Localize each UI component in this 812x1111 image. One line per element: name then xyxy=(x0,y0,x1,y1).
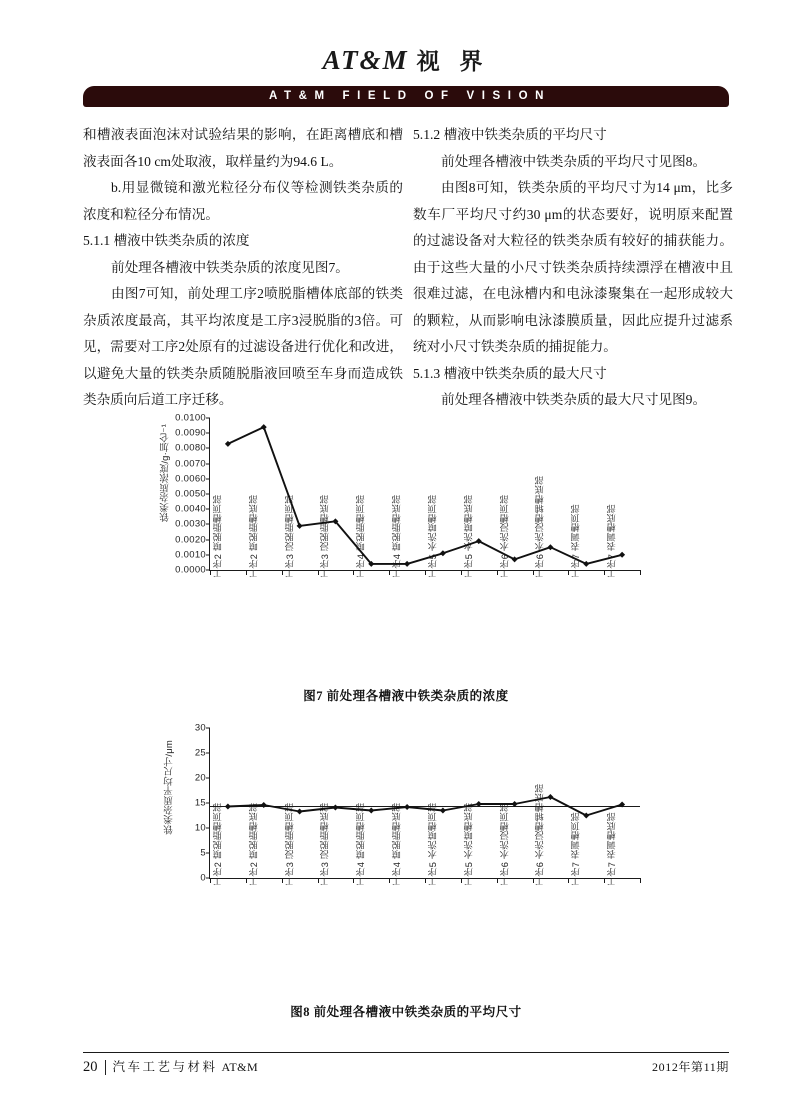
paragraph: 由图7可知，前处理工序2喷脱脂槽体底部的铁类杂质浓度最高，其平均浓度是工序3浸脱脂的3倍。可见，需要对工序2处原有的过滤设备进行优化和改进，以避免大量的铁类杂质随脱脂液回喷至车身而造成铁类杂质向后道工序迁移。 xyxy=(83,286,403,407)
right-text-column xyxy=(413,122,733,414)
y-axis-tick-label: 0.0090 xyxy=(175,427,206,439)
data-point-marker xyxy=(440,808,446,814)
x-axis-tick-label: 工序6 水洗浸槽顶部 xyxy=(499,494,510,578)
x-axis-tick-label: 工序4 喷脱脂槽底部 xyxy=(392,802,403,886)
chart-figure-8 xyxy=(83,718,729,986)
data-point-marker xyxy=(440,550,446,556)
x-axis-tick-mark xyxy=(497,570,498,575)
x-axis-tick-mark xyxy=(640,570,641,575)
x-axis-tick-mark xyxy=(640,878,641,883)
y-axis-tick-label: 0.0080 xyxy=(175,442,206,454)
data-point-marker xyxy=(404,561,410,567)
x-axis-tick-label: 工序3 浸脱脂槽底部 xyxy=(320,802,331,886)
paragraph: 前处理各槽液中铁类杂质的最大尺寸见图9。 xyxy=(441,392,707,407)
x-axis-tick-mark xyxy=(210,570,211,575)
x-axis-tick-label: 工序6 水洗浸槽辅槽底部 xyxy=(535,783,546,886)
issue-label: 2012年第11期 xyxy=(652,1060,729,1074)
y-axis-tick-label: 5 xyxy=(200,847,206,859)
paragraph: 前处理各槽液中铁类杂质的平均尺寸见图8。 xyxy=(441,153,707,169)
data-point-marker xyxy=(297,809,303,815)
x-axis-tick-label: 工序3 浸脱脂槽顶部 xyxy=(284,802,295,886)
y-axis-tick-label: 0.0100 xyxy=(175,412,206,424)
data-point-marker xyxy=(297,523,303,529)
figure-7-caption: 图7 前处理各槽液中铁类杂质的浓度 xyxy=(303,689,509,703)
masthead-title-latin: AT&M xyxy=(322,45,409,75)
data-series xyxy=(210,728,640,878)
masthead-title xyxy=(0,46,812,76)
section-heading-5-1-3: 5.1.3 槽液中铁类杂质的最大尺寸 xyxy=(413,365,607,381)
x-axis-tick-label: 工序4 喷脱脂槽顶部 xyxy=(356,494,367,578)
x-axis-tick-mark xyxy=(425,878,426,883)
y-axis-tick-label: 0.0030 xyxy=(175,518,206,530)
x-axis-tick-mark xyxy=(568,570,569,575)
x-axis-tick-label: 工序3 浸脱脂槽顶部 xyxy=(284,494,295,578)
figure-7 xyxy=(83,406,729,678)
x-axis-tick-mark xyxy=(282,878,283,883)
y-axis-tick-label: 0.0000 xyxy=(175,564,206,576)
masthead xyxy=(0,46,812,76)
y-axis-tick-label: 0.0020 xyxy=(175,534,206,546)
data-point-marker xyxy=(583,561,589,567)
y-axis-tick-label: 10 xyxy=(194,822,206,834)
y-axis-tick-label: 0.0070 xyxy=(175,458,206,470)
x-axis-tick-mark xyxy=(604,570,605,575)
x-axis-tick-mark xyxy=(389,878,390,883)
x-axis-tick-label: 工序2 喷脱脂槽顶部 xyxy=(213,494,224,578)
x-axis-tick-mark xyxy=(533,570,534,575)
x-axis-tick-mark xyxy=(461,570,462,575)
x-axis-tick-mark xyxy=(389,570,390,575)
y-axis-tick-label: 0.0060 xyxy=(175,473,206,485)
left-text-column xyxy=(83,122,403,414)
y-axis-tick-label: 0.0010 xyxy=(175,549,206,561)
section-heading-5-1-1: 5.1.1 槽液中铁类杂质的浓度 xyxy=(83,233,250,248)
y-axis-title: 铁类杂质平均尺寸/μm xyxy=(164,740,175,835)
y-axis-tick-label: 25 xyxy=(194,747,206,759)
data-point-marker xyxy=(225,804,231,810)
x-axis-tick-label: 工序7 表调槽底部 xyxy=(607,812,618,886)
y-axis-tick-label: 15 xyxy=(194,797,206,809)
x-axis-tick-label: 工序4 喷脱脂槽底部 xyxy=(392,494,403,578)
x-axis-tick-label: 工序7 表调槽底部 xyxy=(607,504,618,578)
x-axis-tick-mark xyxy=(533,878,534,883)
page-footer xyxy=(83,1052,729,1076)
y-axis-tick-label: 0.0050 xyxy=(175,488,206,500)
x-axis-tick-label: 工序5 水洗喷槽底部 xyxy=(463,494,474,578)
x-axis-tick-mark xyxy=(318,570,319,575)
data-series xyxy=(210,418,640,570)
x-axis-tick-mark xyxy=(497,878,498,883)
y-axis-tick-label: 0.0040 xyxy=(175,503,206,515)
section-banner: AT&M FIELD OF VISION xyxy=(83,86,729,107)
x-axis-tick-label: 工序7 表调槽顶部 xyxy=(571,504,582,578)
x-axis-tick-label: 工序5 水洗喷槽底部 xyxy=(463,802,474,886)
masthead-title-cjk: 视 界 xyxy=(416,49,490,74)
page-number: 20 xyxy=(83,1060,106,1075)
plot-area xyxy=(175,412,640,578)
x-axis-tick-label: 工序4 喷脱脂槽顶部 xyxy=(356,802,367,886)
x-axis-tick-mark xyxy=(353,878,354,883)
plot-area xyxy=(194,722,640,886)
x-axis-tick-label: 工序2 喷脱脂槽底部 xyxy=(248,802,259,886)
data-point-marker xyxy=(261,424,267,430)
figure-8 xyxy=(83,718,729,986)
x-axis-tick-mark xyxy=(604,878,605,883)
data-point-marker xyxy=(332,805,338,811)
data-point-marker xyxy=(404,804,410,810)
x-axis-tick-label: 工序7 表调槽顶部 xyxy=(571,812,582,886)
y-axis-title: 铁类杂质浓度/g·加仑⁻¹ xyxy=(160,424,171,522)
paragraph: b.用显微镜和激光粒径分布仪等检测铁类杂质的浓度和粒径分布情况。 xyxy=(83,180,403,222)
x-axis-tick-label: 工序5 水洗喷槽顶部 xyxy=(428,494,439,578)
y-axis-tick-label: 0 xyxy=(200,872,206,884)
data-point-marker xyxy=(225,441,231,447)
data-point-marker xyxy=(619,552,625,558)
x-axis-tick-mark xyxy=(461,878,462,883)
series-line xyxy=(228,427,622,564)
data-point-marker xyxy=(547,544,553,550)
x-axis-tick-label: 工序2 喷脱脂槽底部 xyxy=(248,494,259,578)
paragraph: 由图8可知，铁类杂质的平均尺寸为14 μm，比多数车厂平均尺寸约30 μm的状态要好，说明原来配置的过滤设备对大粒径的铁类杂质有较好的捕获能力。由于这些大量的小尺寸铁类杂质持续漂浮在槽液中且很难过滤，在电泳槽内和电泳漆聚集在一起形成较大的颗粒，从而影响电泳漆膜质量，因此应提升过滤系统对小尺寸铁类杂质的捕捉能力。 xyxy=(413,180,733,354)
x-axis-tick-mark xyxy=(353,570,354,575)
section-heading-5-1-2: 5.1.2 槽液中铁类杂质的平均尺寸 xyxy=(413,127,607,142)
x-axis-tick-mark xyxy=(318,878,319,883)
chart-figure-7 xyxy=(83,406,729,678)
x-axis-tick-label: 工序5 水洗喷槽顶部 xyxy=(428,802,439,886)
paragraph: 和槽液表面泡沫对试验结果的影响，在距离槽底和槽液表面各10 cm处取液，取样量约为94.6 L。 xyxy=(83,127,403,169)
journal-name-cjk: 汽车工艺与材料 xyxy=(112,1060,218,1074)
data-point-marker xyxy=(261,802,267,808)
x-axis-tick-mark xyxy=(282,570,283,575)
y-axis-tick-label: 20 xyxy=(194,772,206,784)
x-axis-tick-mark xyxy=(246,878,247,883)
x-axis-tick-label: 工序6 水洗浸槽辅槽底部 xyxy=(535,475,546,578)
paragraph: 前处理各槽液中铁类杂质的浓度见图7。 xyxy=(111,259,349,275)
x-axis-tick-mark xyxy=(210,878,211,883)
footer-left xyxy=(83,1057,258,1075)
data-point-marker xyxy=(368,808,374,814)
x-axis-tick-mark xyxy=(568,878,569,883)
journal-name-en: AT&M xyxy=(221,1060,259,1074)
x-axis-tick-label: 工序6 水洗浸槽顶部 xyxy=(499,802,510,886)
x-axis-tick-mark xyxy=(425,570,426,575)
x-axis-tick-mark xyxy=(246,570,247,575)
figure-8-caption: 图8 前处理各槽液中铁类杂质的平均尺寸 xyxy=(290,1005,522,1019)
x-axis-tick-label: 工序3 浸脱脂槽底部 xyxy=(320,494,331,578)
x-axis-tick-label: 工序2 喷脱脂槽顶部 xyxy=(213,802,224,886)
y-axis-tick-label: 30 xyxy=(194,722,206,734)
